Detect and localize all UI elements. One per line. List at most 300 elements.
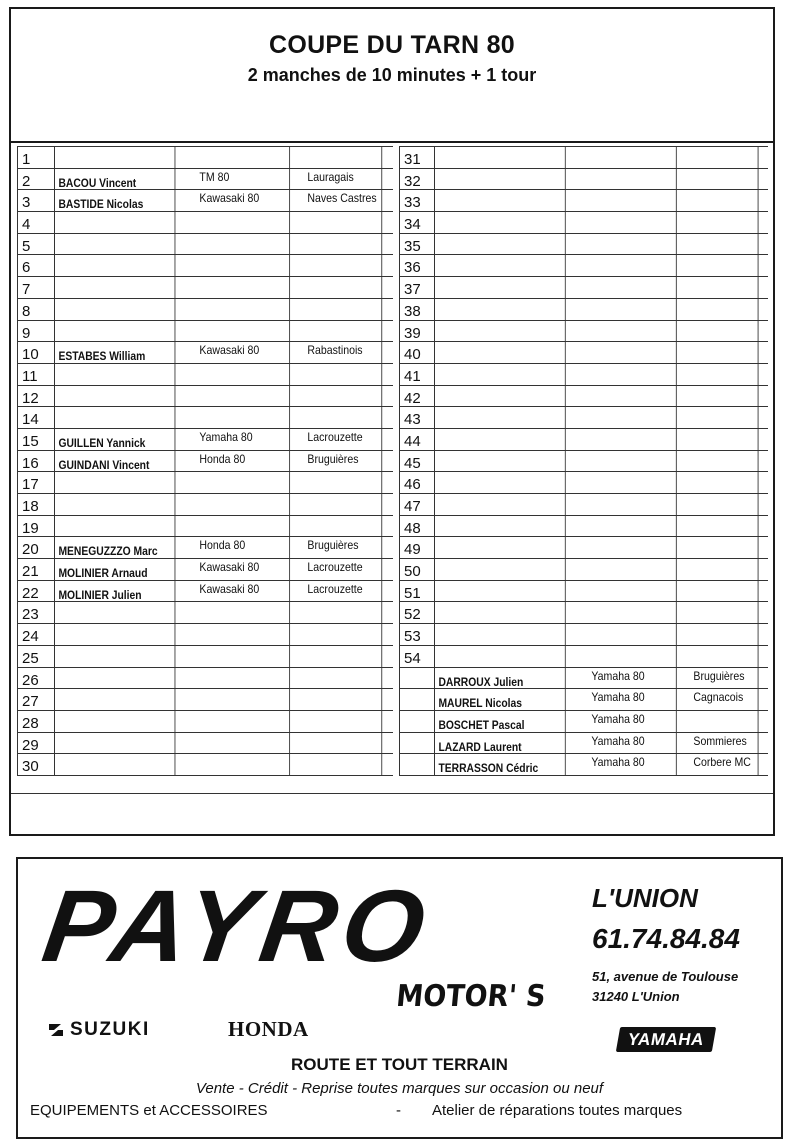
table-row — [399, 342, 768, 364]
rider-bike — [195, 234, 290, 255]
rider-name — [435, 169, 566, 190]
rider-name: BOSCHET Pascal — [435, 711, 566, 732]
rider-bike — [195, 407, 290, 428]
rider-name — [435, 321, 566, 342]
rider-club: Lacrouzette — [303, 581, 382, 602]
dealer-phone: 61.74.84.84 — [592, 923, 740, 954]
advertisement — [16, 857, 783, 1139]
rider-bike — [587, 516, 677, 537]
rider-bike — [587, 190, 677, 211]
rider-bike — [587, 451, 677, 472]
rider-club — [689, 559, 759, 580]
rider-bike: Kawasaki 80 — [195, 190, 290, 211]
rider-name — [435, 234, 566, 255]
rider-number: 54 — [399, 646, 435, 667]
rider-bike — [587, 364, 677, 385]
table-row — [17, 494, 393, 516]
table-row — [399, 624, 768, 646]
table-row — [399, 407, 768, 429]
rider-number: 51 — [399, 581, 435, 602]
rider-bike — [195, 277, 290, 298]
rider-name — [55, 754, 175, 775]
table-row — [17, 602, 393, 624]
rider-bike — [587, 147, 677, 168]
table-row — [17, 190, 393, 212]
rider-name — [55, 668, 175, 689]
motors-logo: MOTOR' S — [394, 979, 548, 1014]
table-row — [17, 624, 393, 646]
table-row — [399, 255, 768, 277]
rider-bike — [587, 407, 677, 428]
rider-club: Sommieres — [689, 733, 759, 754]
rider-number: 34 — [399, 212, 435, 233]
rider-name — [435, 624, 566, 645]
rider-number: 19 — [17, 516, 55, 537]
rider-club — [303, 624, 382, 645]
rider-club — [689, 190, 759, 211]
table-row — [17, 234, 393, 256]
table-row — [17, 277, 393, 299]
rider-number: 32 — [399, 169, 435, 190]
table-row — [17, 711, 393, 733]
rider-bike — [195, 255, 290, 276]
rider-bike — [195, 212, 290, 233]
rider-number: 30 — [17, 754, 55, 775]
rider-club — [303, 646, 382, 667]
rider-name — [435, 299, 566, 320]
rider-bike — [195, 299, 290, 320]
rider-club — [303, 147, 382, 168]
rider-number: 11 — [17, 364, 55, 385]
table-row — [17, 559, 393, 581]
table-row — [399, 689, 768, 711]
rider-club — [689, 299, 759, 320]
rider-name — [435, 516, 566, 537]
table-row — [399, 321, 768, 343]
rider-club — [303, 277, 382, 298]
rider-club — [689, 624, 759, 645]
rider-name — [55, 386, 175, 407]
rider-number: 40 — [399, 342, 435, 363]
rider-name — [435, 559, 566, 580]
entry-table-right — [399, 146, 768, 776]
rider-number — [399, 733, 435, 754]
table-row — [399, 537, 768, 559]
rider-bike — [195, 624, 290, 645]
rider-number: 15 — [17, 429, 55, 450]
table-row — [17, 472, 393, 494]
rider-club: Corbere MC — [689, 754, 759, 775]
rider-club — [689, 386, 759, 407]
table-row — [399, 754, 768, 776]
rider-name: MOLINIER Julien — [55, 581, 175, 602]
rider-number: 21 — [17, 559, 55, 580]
rider-club — [303, 689, 382, 710]
rider-club: Rabastinois — [303, 342, 382, 363]
table-row — [17, 321, 393, 343]
table-row — [399, 581, 768, 603]
table-row — [399, 299, 768, 321]
rider-name: LAZARD Laurent — [435, 733, 566, 754]
rider-bike: Kawasaki 80 — [195, 342, 290, 363]
rider-number: 27 — [17, 689, 55, 710]
table-row — [17, 147, 393, 169]
table-row — [399, 494, 768, 516]
rider-number — [399, 689, 435, 710]
rider-club — [689, 602, 759, 623]
rider-name — [435, 212, 566, 233]
rider-club — [303, 386, 382, 407]
rider-number: 18 — [17, 494, 55, 515]
rider-name — [55, 472, 175, 493]
rider-number: 23 — [17, 602, 55, 623]
rider-club — [689, 451, 759, 472]
rider-bike — [195, 147, 290, 168]
rider-club — [303, 234, 382, 255]
rider-number — [399, 754, 435, 775]
rider-club — [689, 277, 759, 298]
rider-number: 6 — [17, 255, 55, 276]
rider-club — [689, 234, 759, 255]
rider-number: 33 — [399, 190, 435, 211]
rider-name — [55, 364, 175, 385]
table-row — [17, 646, 393, 668]
table-row — [17, 537, 393, 559]
rider-name — [55, 321, 175, 342]
table-row — [17, 342, 393, 364]
rider-bike — [587, 321, 677, 342]
table-row — [17, 386, 393, 408]
rider-name — [435, 277, 566, 298]
rider-name — [435, 342, 566, 363]
rider-club — [303, 299, 382, 320]
entry-table-left — [17, 146, 393, 776]
rider-bike — [195, 602, 290, 623]
rider-bike — [195, 754, 290, 775]
rider-name: ESTABES William — [55, 342, 175, 363]
table-row — [17, 689, 393, 711]
rider-bike — [195, 386, 290, 407]
rider-club: Lauragais — [303, 169, 382, 190]
rider-bike — [195, 516, 290, 537]
rider-club — [689, 147, 759, 168]
rider-bike — [195, 494, 290, 515]
rider-number: 29 — [17, 733, 55, 754]
table-row — [399, 386, 768, 408]
rider-club — [689, 472, 759, 493]
rider-number: 36 — [399, 255, 435, 276]
rider-number: 50 — [399, 559, 435, 580]
rider-number: 48 — [399, 516, 435, 537]
suzuki-logo — [46, 1019, 150, 1041]
rider-club — [689, 364, 759, 385]
rider-bike — [587, 537, 677, 558]
rider-name: TERRASSON Cédric — [435, 754, 566, 775]
ad-workshop: Atelier de réparations toutes marques — [432, 1102, 683, 1119]
rider-number: 4 — [17, 212, 55, 233]
rider-name — [55, 733, 175, 754]
rider-club — [303, 733, 382, 754]
document-header — [11, 9, 773, 143]
rider-number: 49 — [399, 537, 435, 558]
rider-bike — [587, 169, 677, 190]
rider-bike — [195, 689, 290, 710]
rider-bike: TM 80 — [195, 169, 290, 190]
rider-number: 52 — [399, 602, 435, 623]
rider-club — [303, 516, 382, 537]
rider-name — [435, 581, 566, 602]
rider-bike — [195, 364, 290, 385]
rider-bike: Yamaha 80 — [587, 711, 677, 732]
rider-number: 35 — [399, 234, 435, 255]
rider-bike — [587, 646, 677, 667]
ad-equipment: EQUIPEMENTS et ACCESSOIRES — [30, 1102, 268, 1119]
rider-club — [689, 212, 759, 233]
rider-number: 8 — [17, 299, 55, 320]
rider-number: 20 — [17, 537, 55, 558]
rider-bike — [587, 212, 677, 233]
rider-name — [55, 147, 175, 168]
rider-number: 38 — [399, 299, 435, 320]
table-row — [399, 234, 768, 256]
rider-name — [435, 255, 566, 276]
rider-bike: Yamaha 80 — [587, 733, 677, 754]
rider-club — [303, 754, 382, 775]
table-row — [399, 602, 768, 624]
rider-bike — [587, 602, 677, 623]
ad-tagline: ROUTE ET TOUT TERRAIN — [291, 1055, 508, 1074]
rider-name — [55, 602, 175, 623]
rider-name: DARROUX Julien — [435, 668, 566, 689]
rider-club — [303, 494, 382, 515]
rider-club — [689, 429, 759, 450]
honda-logo: HONDA — [228, 1017, 309, 1041]
rider-number: 45 — [399, 451, 435, 472]
rider-number — [399, 711, 435, 732]
rider-bike — [587, 581, 677, 602]
rider-club: Bruguières — [303, 537, 382, 558]
dealer-town: L'UNION — [592, 883, 698, 913]
table-row — [399, 733, 768, 755]
table-row — [17, 407, 393, 429]
table-row — [399, 212, 768, 234]
rider-number: 26 — [17, 668, 55, 689]
table-footer-strip — [11, 793, 773, 834]
rider-name: MOLINIER Arnaud — [55, 559, 175, 580]
rider-club: Bruguières — [303, 451, 382, 472]
rider-name: BACOU Vincent — [55, 169, 175, 190]
rider-name — [55, 711, 175, 732]
table-row — [399, 277, 768, 299]
rider-club — [303, 255, 382, 276]
rider-club — [689, 255, 759, 276]
rider-club — [689, 581, 759, 602]
rider-name: BASTIDE Nicolas — [55, 190, 175, 211]
rider-bike — [587, 386, 677, 407]
rider-bike: Kawasaki 80 — [195, 581, 290, 602]
rider-name: MAUREL Nicolas — [435, 689, 566, 710]
table-row — [399, 429, 768, 451]
rider-number: 10 — [17, 342, 55, 363]
rider-name — [435, 537, 566, 558]
rider-name — [435, 494, 566, 515]
rider-number: 44 — [399, 429, 435, 450]
rider-bike — [587, 342, 677, 363]
rider-bike — [587, 429, 677, 450]
table-row — [17, 451, 393, 473]
rider-name — [435, 147, 566, 168]
rider-name — [435, 602, 566, 623]
rider-bike — [587, 234, 677, 255]
rider-name — [435, 451, 566, 472]
table-row — [399, 364, 768, 386]
rider-club: Cagnacois — [689, 689, 759, 710]
table-row — [17, 255, 393, 277]
rider-bike — [195, 472, 290, 493]
rider-number — [399, 668, 435, 689]
ad-services: Vente - Crédit - Reprise toutes marques sur occasion ou neuf — [195, 1080, 604, 1097]
rider-bike — [587, 559, 677, 580]
table-row — [399, 451, 768, 473]
rider-club — [303, 472, 382, 493]
rider-bike: Kawasaki 80 — [195, 559, 290, 580]
rider-number: 7 — [17, 277, 55, 298]
table-row — [399, 668, 768, 690]
rider-name — [435, 472, 566, 493]
rider-club — [689, 169, 759, 190]
rider-bike — [587, 472, 677, 493]
rider-number: 16 — [17, 451, 55, 472]
rider-number: 3 — [17, 190, 55, 211]
rider-bike — [195, 321, 290, 342]
rider-bike: Yamaha 80 — [195, 429, 290, 450]
rider-bike — [195, 646, 290, 667]
rider-number: 43 — [399, 407, 435, 428]
rider-club — [689, 342, 759, 363]
rider-name — [55, 277, 175, 298]
payro-logo: PAYRO — [36, 869, 439, 983]
rider-name — [55, 234, 175, 255]
rider-name: MENEGUZZZO Marc — [55, 537, 175, 558]
suzuki-s-icon — [46, 1020, 66, 1040]
rider-club: Lacrouzette — [303, 429, 382, 450]
rider-number: 24 — [17, 624, 55, 645]
rider-club — [689, 711, 759, 732]
rider-number: 39 — [399, 321, 435, 342]
rider-number: 9 — [17, 321, 55, 342]
rider-number: 41 — [399, 364, 435, 385]
table-row — [17, 668, 393, 690]
rider-name — [55, 516, 175, 537]
table-row — [399, 516, 768, 538]
table-row — [17, 733, 393, 755]
page-subtitle: 2 manches de 10 minutes + 1 tour — [247, 65, 537, 85]
table-row — [399, 646, 768, 668]
rider-club — [303, 668, 382, 689]
table-row — [17, 429, 393, 451]
table-row — [17, 212, 393, 234]
ad-separator: - — [396, 1102, 401, 1119]
rider-name — [55, 212, 175, 233]
rider-club: Bruguières — [689, 668, 759, 689]
rider-name — [435, 386, 566, 407]
rider-number: 12 — [17, 386, 55, 407]
rider-number: 42 — [399, 386, 435, 407]
rider-bike: Yamaha 80 — [587, 668, 677, 689]
table-row — [17, 581, 393, 603]
yamaha-logo: YAMAHA — [616, 1027, 716, 1052]
page-title: COUPE DU TARN 80 — [268, 31, 516, 59]
rider-bike — [587, 299, 677, 320]
table-row — [399, 190, 768, 212]
rider-number: 53 — [399, 624, 435, 645]
rider-club — [303, 212, 382, 233]
rider-number: 25 — [17, 646, 55, 667]
table-row — [17, 516, 393, 538]
rider-name — [435, 646, 566, 667]
rider-number: 46 — [399, 472, 435, 493]
rider-number: 28 — [17, 711, 55, 732]
rider-club — [689, 516, 759, 537]
rider-bike — [587, 494, 677, 515]
rider-name — [435, 429, 566, 450]
rider-name — [435, 190, 566, 211]
table-row — [399, 169, 768, 191]
rider-number: 37 — [399, 277, 435, 298]
table-row — [399, 472, 768, 494]
table-row — [399, 711, 768, 733]
dealer-postcode: 31240 L'Union — [592, 989, 680, 1004]
rider-club — [303, 711, 382, 732]
table-row — [17, 169, 393, 191]
rider-club — [689, 321, 759, 342]
rider-bike — [195, 733, 290, 754]
rider-club — [303, 321, 382, 342]
rider-bike — [587, 624, 677, 645]
rider-club — [303, 602, 382, 623]
rider-number: 1 — [17, 147, 55, 168]
rider-number: 14 — [17, 407, 55, 428]
table-row — [17, 299, 393, 321]
rider-bike — [587, 255, 677, 276]
rider-name — [435, 364, 566, 385]
rider-number: 31 — [399, 147, 435, 168]
entry-list-block — [9, 7, 775, 836]
rider-name: GUILLEN Yannick — [55, 429, 175, 450]
rider-number: 47 — [399, 494, 435, 515]
table-row — [17, 754, 393, 776]
rider-name — [55, 299, 175, 320]
rider-number: 17 — [17, 472, 55, 493]
rider-club — [303, 364, 382, 385]
rider-number: 22 — [17, 581, 55, 602]
rider-club — [689, 537, 759, 558]
rider-name — [55, 646, 175, 667]
rider-number: 2 — [17, 169, 55, 190]
rider-number: 5 — [17, 234, 55, 255]
rider-club: Naves Castres — [303, 190, 382, 211]
table-row — [399, 559, 768, 581]
rider-name — [55, 689, 175, 710]
rider-name: GUINDANI Vincent — [55, 451, 175, 472]
rider-bike: Yamaha 80 — [587, 689, 677, 710]
rider-club — [689, 494, 759, 515]
rider-club: Lacrouzette — [303, 559, 382, 580]
table-row — [399, 147, 768, 169]
table-row — [17, 364, 393, 386]
rider-bike: Yamaha 80 — [587, 754, 677, 775]
dealer-street: 51, avenue de Toulouse — [592, 969, 739, 984]
